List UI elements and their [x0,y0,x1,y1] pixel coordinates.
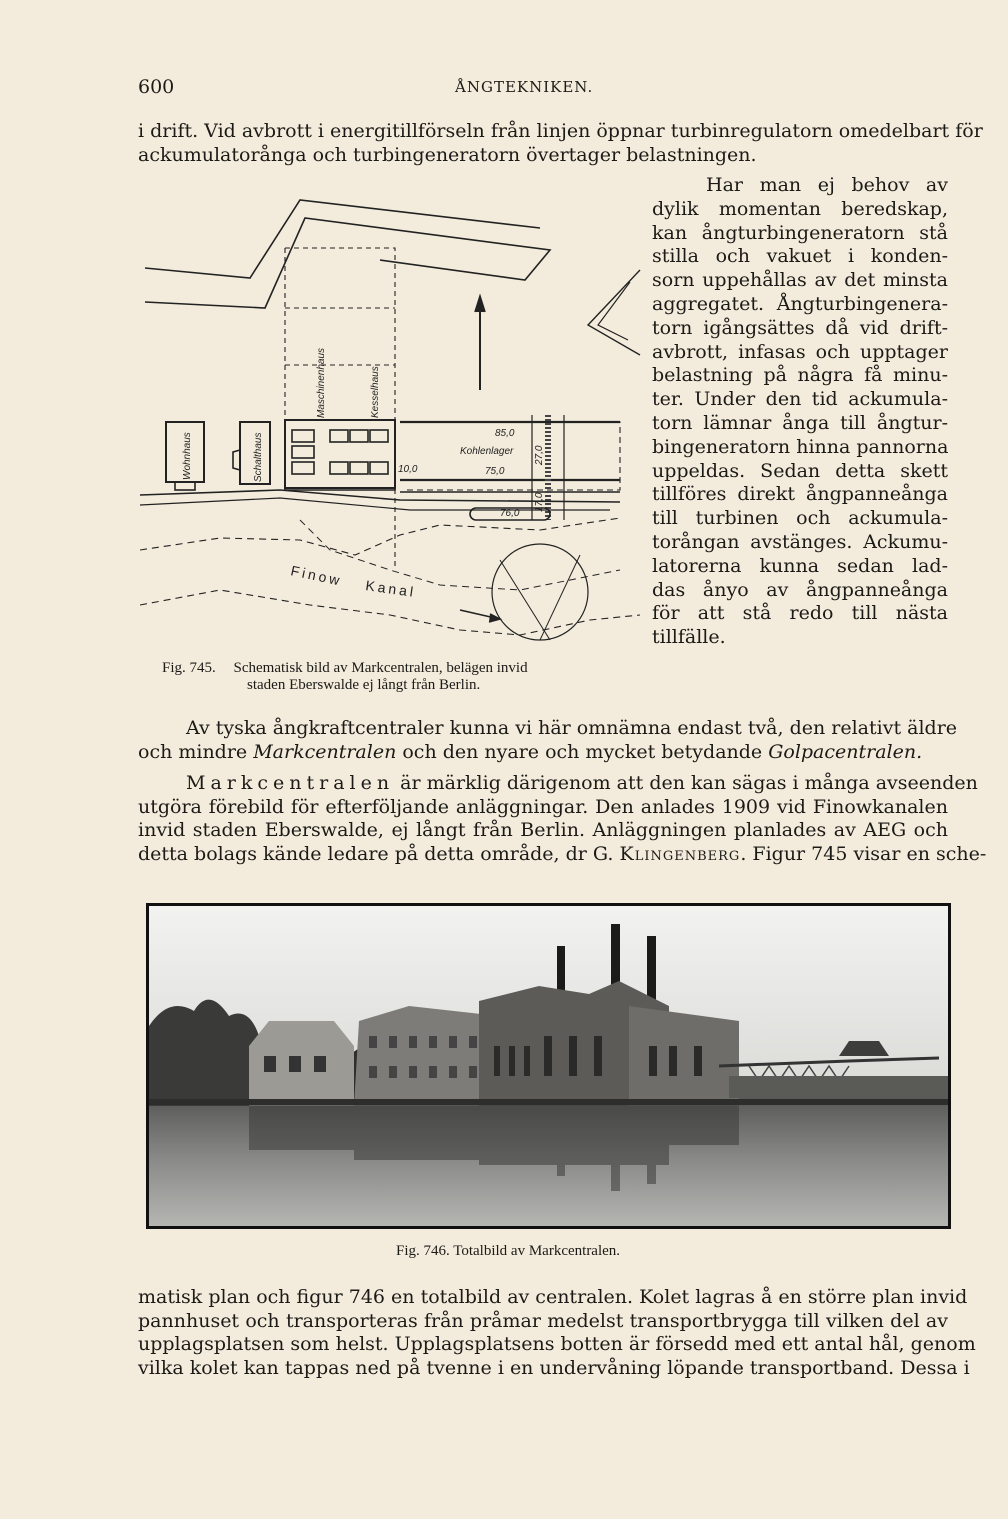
page-number: 600 [138,76,175,98]
label-maschinenhaus: Maschinenhaus [316,347,327,418]
intro-paragraph [138,120,983,167]
dimension-label: 85,0 [495,428,515,439]
side-line: bingeneratorn hinna pannorna [652,435,949,458]
figure-caption-746: Fig. 746. Totalbild av Markcentralen. [396,1243,621,1259]
body-line: vilka kolet kan tappas ned på tvenne i en undervåning löpande transportband. Dessa i [138,1356,970,1379]
dimension-label: 17,0 [534,492,545,512]
side-line: torn igångsättes då vid drift- [652,316,948,339]
body-paragraph [138,772,987,866]
dimension-label: 10,0 [398,464,418,475]
side-line: latorerna kunna sedan lad- [652,554,948,577]
label-kanal: Kanal [364,577,418,601]
dimension-label: 76,0 [500,508,520,519]
canal-bank [140,518,620,555]
emphasis-markcentralen: Markcentralen [253,740,397,763]
caption-text: Schematisk bild av Markcentralen, belägen invid [233,660,528,676]
side-line: tillfälle. [652,626,726,649]
side-column-text [652,174,948,650]
closing-paragraph [138,1286,976,1380]
canal-bank [140,590,640,635]
body-line: utgöra förebild för efterföljande anläggningar. Den anlades 1909 vid Finowkanalen [138,795,948,818]
author-name: Klingenberg [619,842,741,865]
side-line: torångan avstänges. Ackumu- [652,530,948,553]
dimension-label: 75,0 [485,466,505,477]
road-line [145,218,550,308]
side-line: sorn uppehållas av det minsta [652,269,948,292]
photograph-figure [146,903,951,1229]
emphasis-golpacentralen: Golpacentralen. [768,740,923,763]
side-line: stilla och vakuet i konden- [652,245,948,268]
body-paragraph [138,717,958,764]
body-line: och mindre Markcentralen och den nyare och mycket betydande Golpacentralen. [138,740,923,763]
label-wohnhaus: Wohnhaus [182,432,193,480]
side-line: belastning på några få minu- [652,364,948,387]
side-line: Har man ej behov av [706,174,948,196]
body-line: matisk plan och figur 746 en totalbild av centralen. Kolet lagras å en större plan invid [138,1286,968,1308]
label-schalthaus: Schalthaus [253,432,264,482]
body-line: Av tyska ångkraftcentraler kunna vi här omnämna endast två, den relativt äldre [186,717,958,739]
body-line: upplagsplatsen som helst. Upplagsplatsens botten är försedd med ett antal hål, genom [138,1333,976,1356]
side-line: för att stå redo till nästa [652,602,948,625]
dimension-label: 27,0 [534,445,545,465]
side-line: das ånyo av ångpanneånga [652,578,948,601]
figure-caption-745 [162,660,528,677]
label-kesselhaus: Kesselhaus [370,366,381,418]
side-line: torn lämnar ånga till ångtur- [652,411,948,434]
body-line: invid staden Eberswalde, ej långt från Berlin. Anläggningen planlades av AEG och [138,819,948,842]
schematic-plan-figure [140,190,660,660]
markcentralen-photo [149,906,948,1226]
side-line: avbrott, infasas och upptager [652,340,948,363]
side-line: dylik momentan beredskap, [652,197,948,220]
caption-text: staden Eberswalde ej långt från Berlin. [247,677,481,693]
spaced-term: Markcentralen [186,772,395,794]
intro-line: i drift. Vid avbrott i energitillförseln från linjen öppnar turbinregulatorn omedelbart för [138,120,983,142]
side-line: kan ångturbingeneratorn stå [652,221,948,244]
body-line: pannhuset och transporteras från pråmar medelst transportbrygga till vilken del av [138,1309,948,1332]
side-line: aggregatet. Ångturbingenera- [652,292,948,315]
side-line: ter. Under den tid ackumula- [652,388,948,411]
turning-circle [492,544,588,640]
running-title: ÅNGTEKNIKEN. [455,78,594,96]
side-line: uppeldas. Sedan detta skett [652,459,948,482]
caption-label: Fig. 745. [162,660,216,676]
body-line: Markcentralen är märklig därigenom att den kan sägas i många avseenden [186,772,978,794]
side-line: till turbinen och ackumula- [652,507,948,530]
intro-line: ackumulatorånga och turbingeneratorn övertager belastningen. [138,143,757,166]
body-line: detta bolags kände ledare på detta område, dr G. Klingenberg. Figur 745 visar en sche- [138,842,987,865]
label-kohlenlager: Kohlenlager [460,446,514,457]
label-finow: Finow [289,562,344,589]
side-line: tillföres direkt ångpanneånga [652,483,948,506]
road-line [145,200,540,278]
